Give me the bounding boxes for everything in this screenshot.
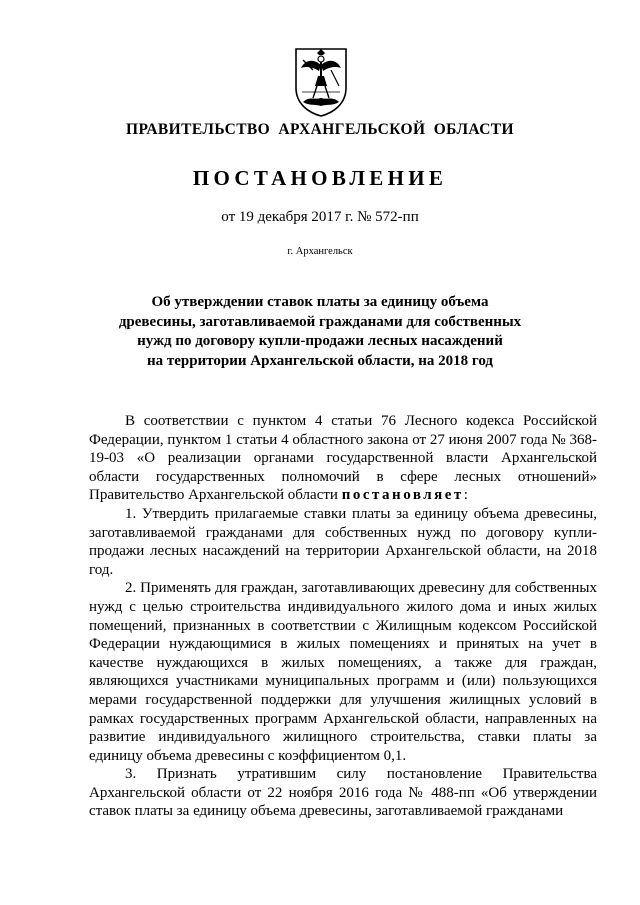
date-and-number: от 19 декабря 2017 г. № 572-пп xyxy=(221,209,419,225)
document-title xyxy=(110,293,530,371)
decrees-word: постановляет xyxy=(341,487,464,504)
government-name: ПРАВИТЕЛЬСТВО АРХАНГЕЛЬСКОЙ ОБЛАСТИ xyxy=(125,121,514,138)
document-body xyxy=(89,412,597,821)
title-line: нужд по договору купли-продажи лесных насаждений xyxy=(137,333,503,350)
item-1-paragraph: 1. Утвердить прилагаемые ставки платы за единицу объема древесины, заготавливаемой гражданами для собственных нужд по договору купли-продажи лесных насаждений на территории Архангельской области, на 2018 год. xyxy=(89,505,597,578)
coat-of-arms-emblem xyxy=(293,46,349,118)
intro-text: В соответствии с пунктом 4 статьи 76 Лесного кодекса Российской Федерации, пунктом 1 статьи 4 областного закона от 27 июня 2007 года № 368-19-03 «О реализации органами государственной власти Архангельской области государственных полномочий в сфере лесных отношений» Правительство Архангельской области xyxy=(89,413,597,504)
title-line: на территории Архангельской области, на 2018 год xyxy=(147,352,493,369)
intro-paragraph xyxy=(89,412,597,505)
item-3-paragraph: 3. Признать утратившим силу постановление Правительства Архангельской области от 22 ноября 2016 года № 488-пп «Об утверждении ставок платы за единицу объема древесины, заготавливаемой гражданами xyxy=(89,766,597,820)
document-type: ПОСТАНОВЛЕНИЕ xyxy=(192,166,448,190)
city-name: г. Архангельск xyxy=(287,246,353,257)
title-line: Об утверждении ставок платы за единицу объема xyxy=(151,294,489,310)
title-line: древесины, заготавливаемой гражданами для собственных xyxy=(118,313,522,330)
intro-colon: : xyxy=(463,487,468,504)
item-2-paragraph: 2. Применять для граждан, заготавливающих древесину для собственных нужд с целью строительства индивидуального жилого дома и иных жилых помещений, признанных в соответствии с Жилищным кодексом Российской Федерации нуждающимися в жилых помещениях и принятых на учет в качестве нуждающихся в жилых помещениях, а также для граждан, являющихся участниками муниципальных программ и (или) пользующихся мерами государственной поддержки для улучшения жилищных условий в рамках государственных программ Архангельской области, направленных на развитие индивидуального жилищного строительства, ставки платы за единицу объема древесины с коэффициентом 0,1. xyxy=(89,580,597,764)
